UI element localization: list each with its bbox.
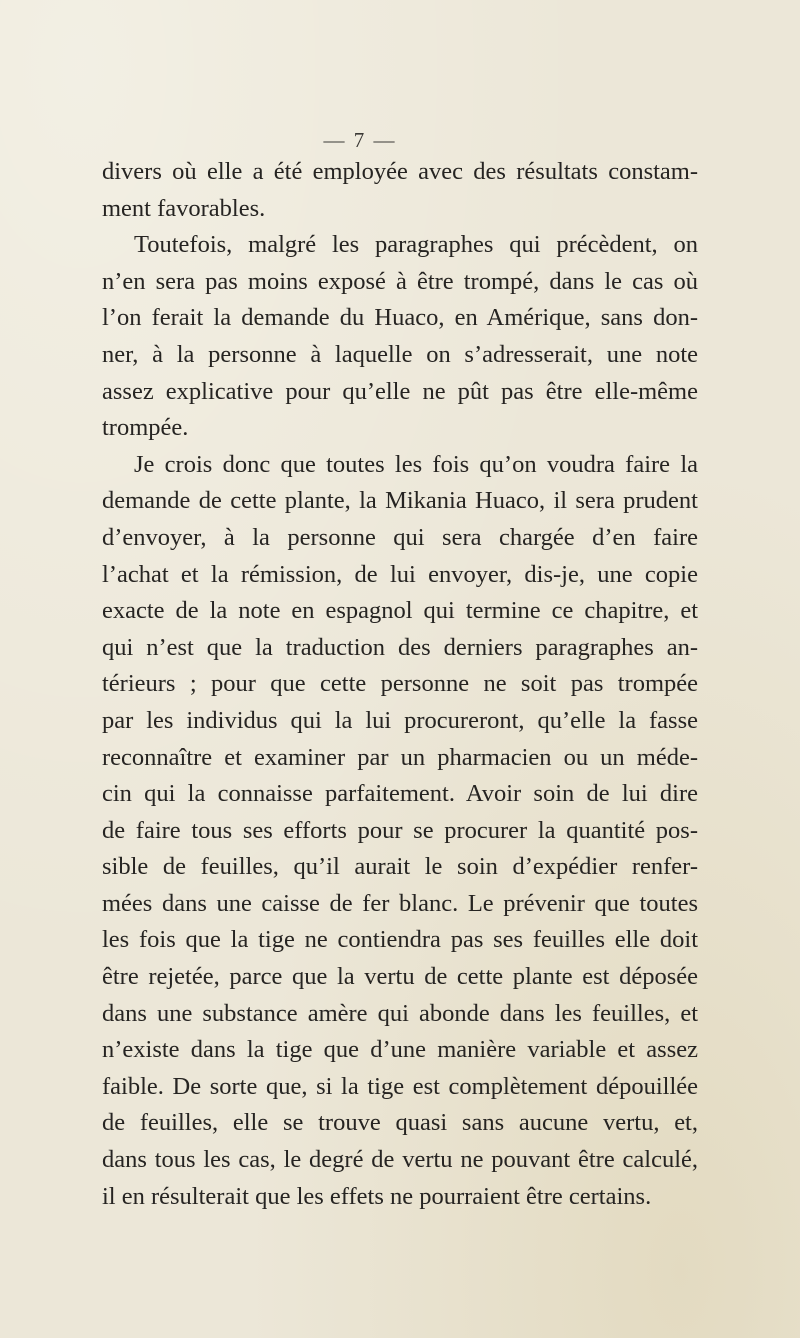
text-line: de feuilles, elle se trouve quasi sans aucune vertu, et, <box>102 1109 698 1137</box>
text-line: l’on ferait la demande du Huaco, en Amérique, sans don- <box>102 304 698 332</box>
text-line: être rejetée, parce que la vertu de cette plante est déposée <box>102 963 698 991</box>
text-line: Toutefois, malgré les paragraphes qui précèdent, on <box>134 231 698 259</box>
text-line: dans tous les cas, le degré de vertu ne pouvant être calculé, <box>102 1146 698 1174</box>
text-line: divers où elle a été employée avec des résultats constam- <box>102 158 698 185</box>
text-line: ment favorables. <box>102 194 266 222</box>
text-line: ner, à la personne à laquelle on s’adresserait, une note <box>102 340 698 368</box>
page-number: — 7 — <box>323 128 397 152</box>
text-line: dans une substance amère qui abonde dans les feuilles, et <box>102 999 698 1027</box>
text-line: reconnaître et examiner par un pharmacien ou un méde- <box>102 743 698 771</box>
text-line: assez explicative pour qu’elle ne pût pas être elle-même <box>102 377 698 405</box>
text-line: exacte de la note en espagnol qui termine ce chapitre, et <box>102 597 698 625</box>
text-line: sible de feuilles, qu’il aurait le soin d’expédier renfer- <box>102 853 698 881</box>
text-line: n’existe dans la tige que d’une manière variable et assez <box>102 1036 698 1064</box>
text-line: mées dans une caisse de fer blanc. Le prévenir que toutes <box>102 889 698 917</box>
text-line: de faire tous ses efforts pour se procurer la quantité pos- <box>102 816 698 844</box>
text-line: les fois que la tige ne contiendra pas ses feuilles elle doit <box>102 926 698 954</box>
text-line: par les individus qui la lui procureront, qu’elle la fasse <box>102 706 698 734</box>
text-line: n’en sera pas moins exposé à être trompé, dans le cas où <box>102 267 698 295</box>
text-line: faible. De sorte que, si la tige est complètement dépouillée <box>102 1072 698 1100</box>
body-text <box>102 154 698 1215</box>
text-line: Je crois donc que toutes les fois qu’on voudra faire la <box>134 450 698 478</box>
text-line: trompée. <box>102 414 189 442</box>
text-line: térieurs ; pour que cette personne ne soit pas trompée <box>102 670 698 698</box>
text-line: qui n’est que la traduction des derniers paragraphes an- <box>102 633 698 661</box>
text-line: d’envoyer, à la personne qui sera chargée d’en faire <box>102 523 698 551</box>
text-line: l’achat et la rémission, de lui envoyer, dis-je, une copie <box>102 560 698 588</box>
text-line: cin qui la connaisse parfaitement. Avoir soin de lui dire <box>102 780 698 808</box>
text-line: il en résulterait que les effets ne pourraient être certains. <box>102 1182 652 1210</box>
text-line: demande de cette plante, la Mikania Huaco, il sera prudent <box>102 487 698 515</box>
